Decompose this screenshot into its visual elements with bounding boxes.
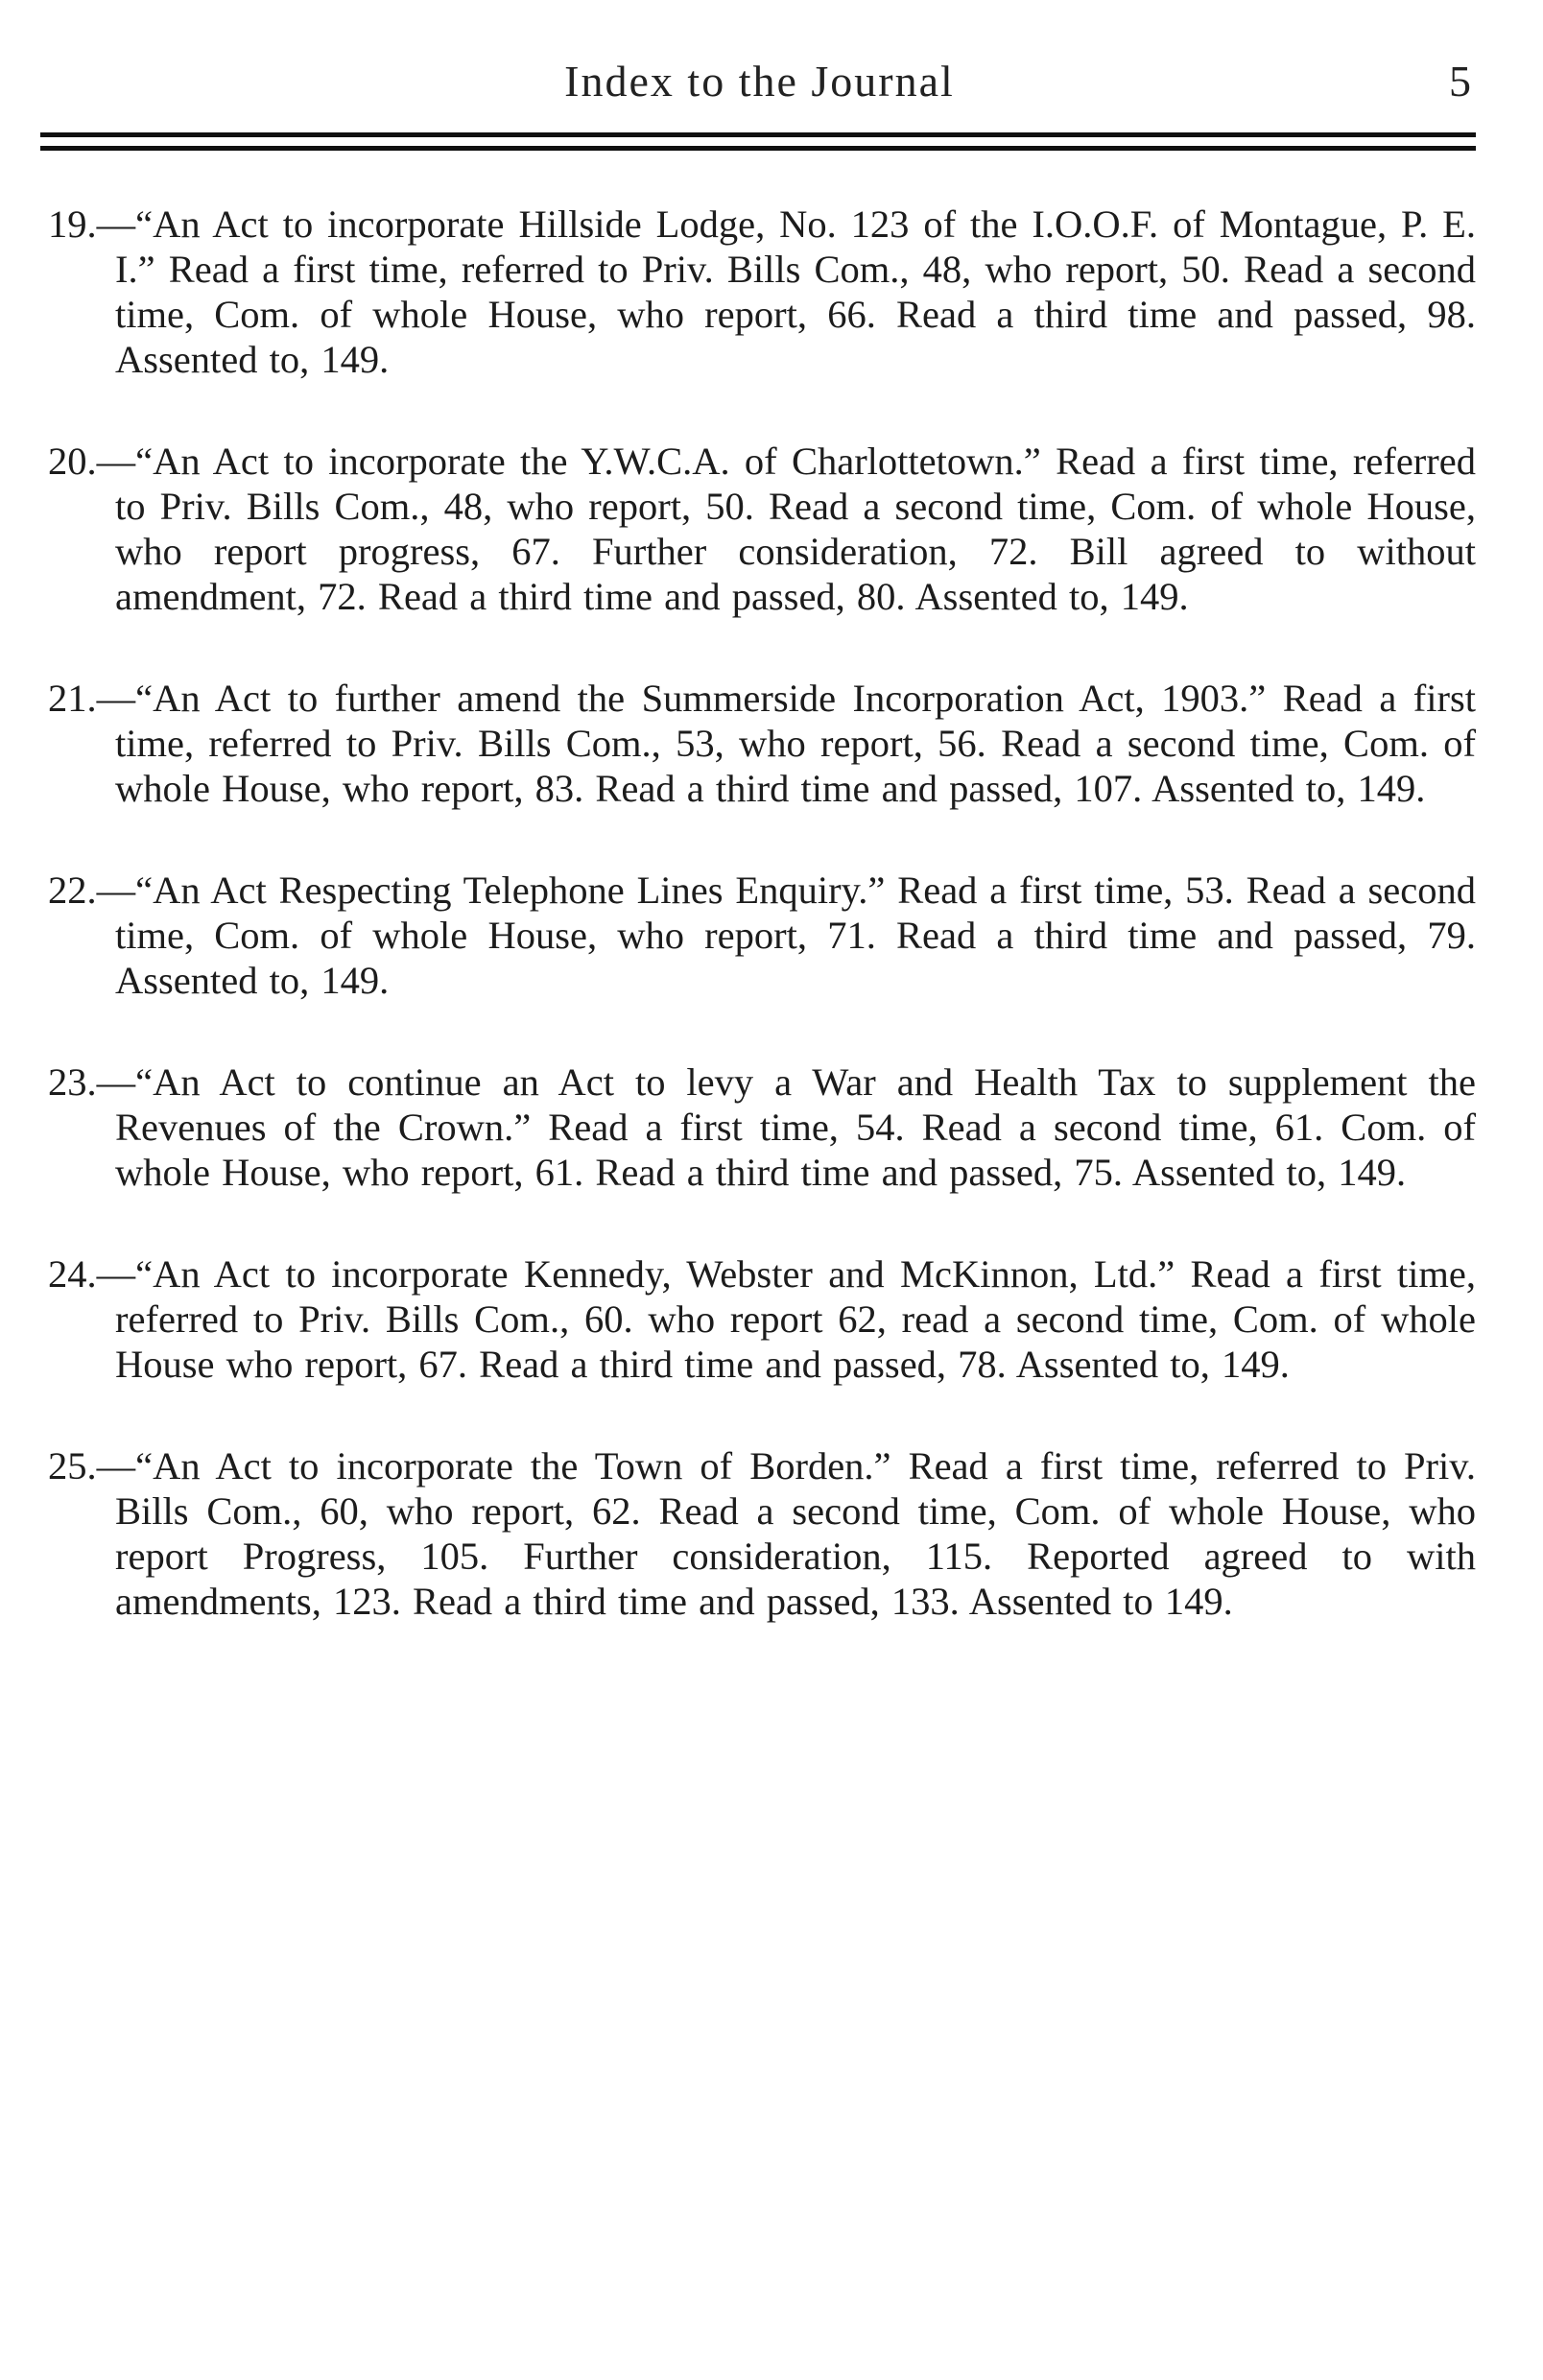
entry-number: 22. [48,869,97,912]
header-rule-top [40,132,1476,137]
header-double-rule [40,132,1476,155]
entry-text: —“An Act to incorporate Kennedy, Webster and McKinnon, Ltd.” Read a first time, referred to Priv. Bills Com., 60. who report 62, read a second time, Com. of whole House who report, 67. Read a third time and passed, 78. Assented to, 149. [96,1252,1476,1386]
page-header [48,38,1471,115]
entry-text: —“An Act to further amend the Summerside Incorporation Act, 1903.” Read a first time, referred to Priv. Bills Com., 53, who report, 56. Read a second time, Com. of whole House, who report, 83. Read a third time and passed, 107. Assented to, 149. [96,677,1476,810]
entry-number: 19. [48,202,97,246]
index-entry-21 [48,676,1476,811]
entry-number: 23. [48,1060,97,1104]
index-entries [48,202,1476,1624]
index-entry-23 [48,1059,1476,1195]
index-entry-20 [48,439,1476,619]
index-entry-19 [48,202,1476,382]
entry-number: 25. [48,1444,97,1488]
header-rule-bottom [40,146,1476,151]
index-entry-25 [48,1443,1476,1624]
entry-number: 24. [48,1252,97,1296]
index-entry-24 [48,1251,1476,1387]
index-entry-22 [48,868,1476,1003]
entry-text: —“An Act Respecting Telephone Lines Enquiry.” Read a first time, 53. Read a second time, Com. of whole House, who report, 71. Read a third time and passed, 79. Assented to, 149. [96,869,1476,1002]
entry-text: —“An Act to incorporate Hillside Lodge, No. 123 of the I.O.O.F. of Montague, P. E. I.” Read a first time, referred to Priv. Bills Com., 48, who report, 50. Read a second time, Com. of whole House, who report, 66. Read a third time and passed, 98. Assented to, 149. [96,202,1476,381]
page-number: 5 [1449,57,1471,106]
running-title: Index to the Journal [564,57,955,106]
entry-text: —“An Act to continue an Act to levy a War and Health Tax to supplement the Revenues of the Crown.” Read a first time, 54. Read a second time, 61. Com. of whole House, who report, 61. Read a third time and passed, 75. Assented to, 149. [96,1060,1476,1194]
entry-text: —“An Act to incorporate the Y.W.C.A. of Charlottetown.” Read a first time, referred to Priv. Bills Com., 48, who report, 50. Read a second time, Com. of whole House, who report progress, 67. Further consideration, 72. Bill agreed to without amendment, 72. Read a third time and passed, 80. Assented to, 149. [96,440,1476,618]
entry-number: 20. [48,440,97,483]
entry-number: 21. [48,677,97,720]
entry-text: —“An Act to incorporate the Town of Borden.” Read a first time, referred to Priv. Bills Com., 60, who report, 62. Read a second time, Com. of whole House, who report Progress, 105. Further consideration, 115. Reported agreed to with amendments, 123. Read a third time and passed, 133. Assented to 149. [96,1444,1476,1623]
